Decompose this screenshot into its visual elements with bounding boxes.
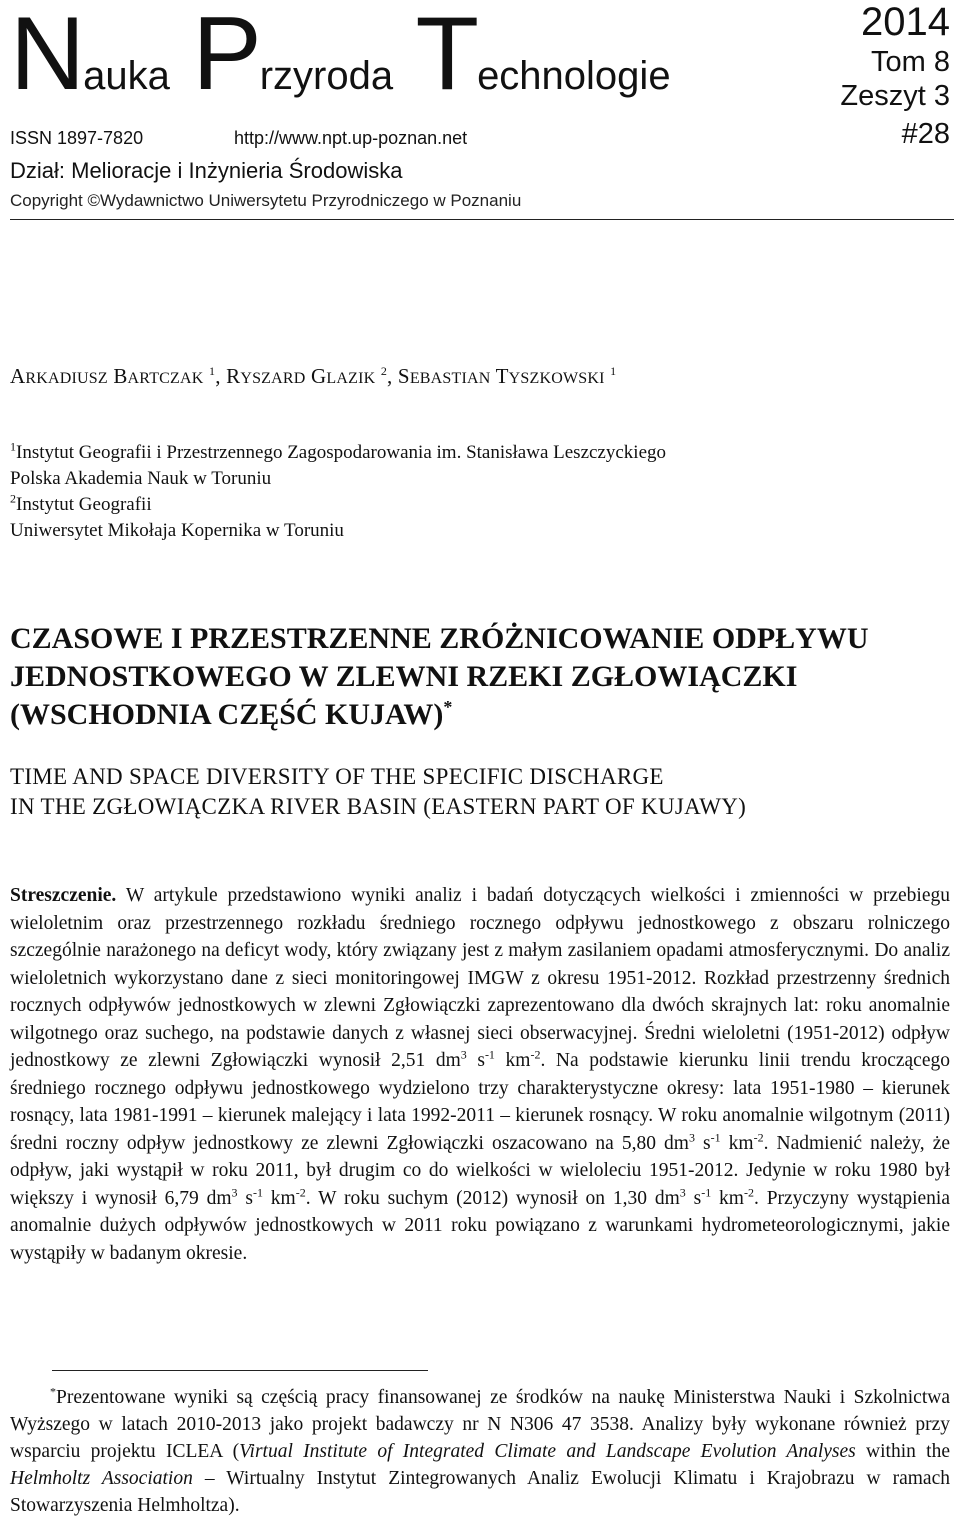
affiliation-line: $^2$Instytut Geografii [10,491,152,515]
copyright-line [10,191,521,211]
author: ARKADIUSZ BARTCZAK $^1$ [10,364,216,388]
title-word-technologie: Technologie [415,0,671,112]
title-footnote-mark: * [443,697,453,717]
issn: ISSN 1897-7820 [10,128,144,148]
journal-url-link[interactable]: http://www.npt.up-poznan.net [234,128,468,148]
affiliation-line: Polska Akademia Nauk w Toruniu [10,468,272,489]
issue-label: Zeszyt 3 [840,80,950,112]
author: RYSZARD GLAZIK $^2$ [226,364,388,388]
copyright-prefix: Copyright [10,191,83,210]
author-list: ARKADIUSZ BARTCZAK $^1$, RYSZARD GLAZIK $^2$, SEBASTIAN TYSZKOWSKI $^1$ [10,364,617,388]
publication-year: 2014 [861,0,950,44]
section-label: Dział: Melioracje i Inżynieria Środowiska [10,158,403,183]
affiliation-line: Uniwersytet Mikołaja Kopernika w Toruniu [10,520,344,541]
title-word-nauka: Nauka [10,0,170,112]
title-word-przyroda: Przyroda [192,0,394,112]
affiliation-line: $^1$Instytut Geografii i Przestrzennego Zagospodarowania im. Stanisława Leszczyckiego [10,439,667,463]
affiliations [10,440,950,544]
abstract-label: Streszczenie. [10,885,117,906]
author: SEBASTIAN TYSZKOWSKI $^1$ [397,364,617,388]
copyright-publisher: Wydawnictwo Uniwersytetu Przyrodniczego w Poznaniu [100,191,522,210]
header-divider [10,219,954,220]
volume-label: Tom 8 [871,46,950,78]
title-polish: CZASOWE I PRZESTRZENNE ZRÓŻNICOWANIE ODPŁYWU JEDNOSTKOWEGO W ZLEWNI RZEKI ZGŁOWIĄCZKI (WSCHODNIA CZĘŚĆ KUJAW)* [10,622,869,731]
footnote-mark: * [50,1384,56,1399]
abstract: Streszczenie. W artykule przedstawiono wyniki analiz i badań dotyczących wielkości i zmienności w przebiegu wieloletnim oraz przestrzennego rozkładu średniego rocznego odpływu jednostkowego z obszaru rolniczego szczególnie narażonego na deficyt wody, który związany jest z małym zasilaniem opadami atmosferycznymi. Do analiz wieloletnich wykorzystano dane z sieci monitoringowej IMGW z okresu 1951-2012. Rozkład przestrzenny średnich rocznych odpływów jednostkowych w zlewni Zgłowiączki zaprezentowano dla dwóch skrajnych lat: roku anomalnie wilgotnego oraz suchego, na podstawie danych z własnej sieci obserwacyjnej. Średni wieloletni (1951-2012) odpływ jednostkowy ze zlewni Zgłowiączki wynosił 2,51 $dm^3$ $s^{-1}$ $km^{-2}$. Na podstawie kierunku linii trendu kroczącego średniego rocznego odpływu jednostkowego wydzielono trzy charakterystyczne okresy: lata 1951-1980 – kierunek rosnący, lata 1981-1991 – kierunek malejący i lata 1992-2011 – kierunek rosnący. W roku anomalnie wilgotnym (2011) średni roczny odpływ jednostkowy ze zlewni Zgłowiączki oszacowano na 5,80 $dm^3$ $s^{-1}$ $km^{-2}$. Nadmienić należy, że odpływ, jaki wystąpił w roku 2011, był drugim co do wielkości w wieloleciu 1951-2012. Jedynie w roku 1980 był większy i wynosił 6,79 $dm^3$ $s^{-1}$ $km^{-2}$. W roku suchym (2012) wynosił on 1,30 $dm^3$ $s^{-1}$ $km^{-2}$. Przyczyny wystąpienia anomalnie dużych odpływów jednostkowych w 2011 roku powiązano z warunkami hydrometeorologicznymi, jakie wystąpiły w badanym okresie. [10,885,950,1264]
footnote-divider [52,1370,428,1371]
footnote: *Prezentowane wyniki są częścią pracy finansowanej ze środków na naukę Ministerstwa Nauki i Szkolnictwa Wyższego w latach 2010-2013 jako projekt badawczy nr N N306 47 3538. Analizy były wykonane również przy wsparciu projektu ICLEA (Virtual Institute of Integrated Climate and Landscape Evolution Analyses within the Helmholtz Association – Wirtualny Instytut Zintegrowanych Analiz Ewolucji Klimatu i Krajobrazu w ramach Stowarzyszenia Helmholtza). [10,1384,950,1516]
issue-number: #28 [901,118,950,150]
copyright-icon: © [87,191,101,210]
journal-title [10,0,671,112]
journal-masthead [10,0,950,230]
title-english: TIME AND SPACE DIVERSITY OF THE SPECIFIC DISCHARGE IN THE ZGŁOWIĄCZKA RIVER BASIN (EASTERN PART OF KUJAWY) [10,764,747,819]
